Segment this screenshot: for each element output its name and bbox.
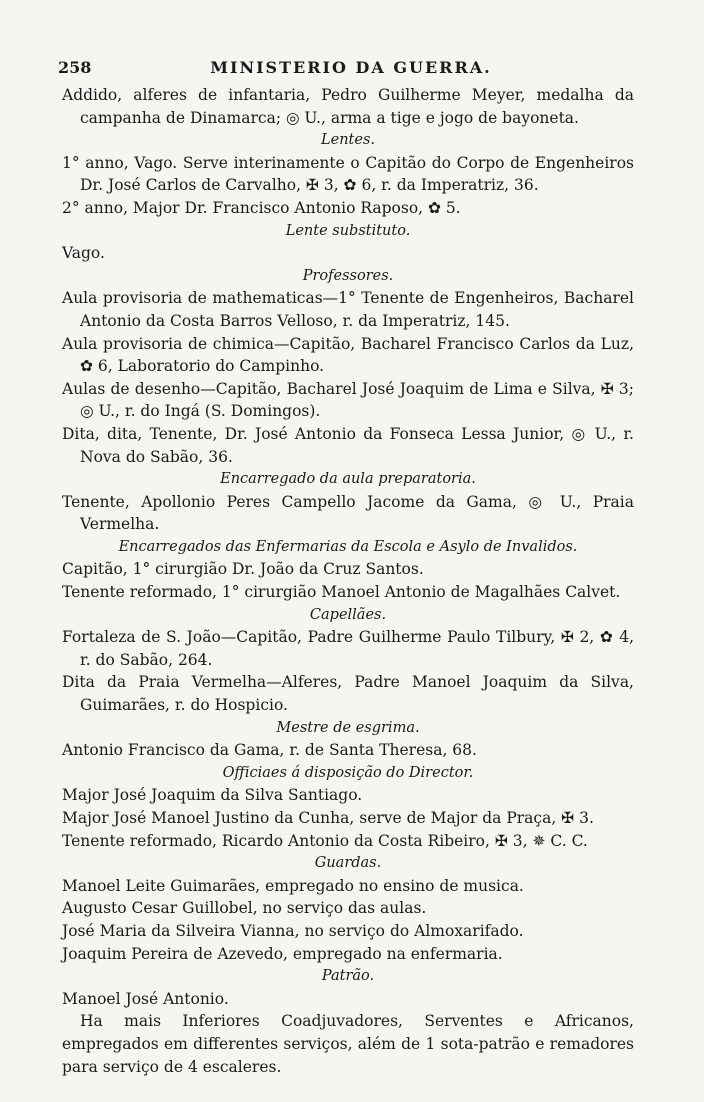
section-heading-professores: Professores. — [302, 267, 394, 284]
section-heading-officiaes: Officiaes á disposição do Director. — [222, 764, 474, 781]
entry-guarda-1: Manoel Leite Guimarães, empregado no ensino de musica. — [62, 876, 524, 895]
entry-professor-chimica: Aula provisoria de chimica—Capitão, Bacharel Francisco Carlos da Luz, ✿ 6, Laboratorio do Campinho. — [62, 334, 634, 376]
section-heading-esgrima: Mestre de esgrima. — [276, 719, 420, 736]
section-heading-lente-substituto: Lente substituto. — [285, 222, 411, 239]
entry-esgrima: Antonio Francisco da Gama, r. de Santa Theresa, 68. — [62, 741, 477, 760]
section-heading-capellaes: Capellães. — [309, 606, 387, 623]
entry-guarda-2: Augusto Cesar Guillobel, no serviço das aulas. — [62, 899, 427, 918]
entry-professor-mathematicas: Aula provisoria de mathematicas—1° Tenente de Engenheiros, Bacharel Antonio da Costa Barros Velloso, r. da Imperatriz, 145. — [62, 289, 634, 330]
entry-guarda-4: Joaquim Pereira de Azevedo, empregado na enfermaria. — [62, 944, 503, 963]
entry-capellao-2: Dita da Praia Vermelha—Alferes, Padre Manoel Joaquim da Silva, Guimarães, r. do Hospicio. — [62, 673, 634, 715]
entry-official-1: Major José Joaquim da Silva Santiago. — [62, 786, 363, 805]
section-heading-guardas: Guardas. — [314, 855, 382, 872]
section-heading-aula-preparatoria: Encarregado da aula preparatoria. — [220, 471, 476, 488]
running-title: MINISTERIO DA GUERRA. — [210, 58, 492, 77]
closing-paragraph: Ha mais Inferiores Coadjuvadores, Serventes e Africanos, empregados em differentes serviços, além de 1 sota-patrão e remadores para serviço de 4 escaleres. — [62, 1012, 634, 1076]
section-heading-patrao: Patrão. — [321, 968, 375, 985]
page-number: 258 — [58, 58, 92, 77]
entry-lente-1: 1° anno, Vago. Serve interinamente o Capitão do Corpo de Engenheiros Dr. José Carlos de Carvalho, ✠ 3, ✿ 6, r. da Imperatriz, 36. — [62, 153, 634, 195]
page-body — [62, 84, 634, 1078]
entry-capellao-1: Fortaleza de S. João—Capitão, Padre Guilherme Paulo Tilbury, ✠ 2, ✿ 4, r. do Sabão, 264. — [62, 628, 634, 669]
entry-guarda-3: José Maria da Silveira Vianna, no serviço do Almoxarifado. — [62, 921, 524, 940]
entry-enfermaria-1: Capitão, 1° cirurgião Dr. João da Cruz Santos. — [62, 560, 424, 579]
entry-addido: Addido, alferes de infantaria, Pedro Guilherme Meyer, medalha da campanha de Dinamarca; ◎ U., arma a tige e jogo de bayoneta. — [62, 86, 634, 127]
entry-lente-2: 2° anno, Major Dr. Francisco Antonio Raposo, ✿ 5. — [62, 198, 461, 217]
section-heading-lentes: Lentes. — [320, 132, 375, 149]
page-header — [58, 58, 644, 82]
section-heading-enfermarias: Encarregados das Enfermarias da Escola e Asylo de Invalidos. — [118, 538, 578, 555]
entry-aula-preparatoria: Tenente, Apollonio Peres Campello Jacome da Gama, ◎ U., Praia Vermelha. — [62, 492, 634, 534]
entry-professor-dita: Dita, dita, Tenente, Dr. José Antonio da Fonseca Lessa Junior, ◎ U., r. Nova do Sabão, 36. — [62, 424, 634, 466]
entry-official-2: Major José Manoel Justino da Cunha, serve de Major da Praça, ✠ 3. — [62, 809, 594, 827]
entry-official-3: Tenente reformado, Ricardo Antonio da Costa Ribeiro, ✠ 3, ✵ C. C. — [62, 831, 588, 850]
entry-patrao: Manoel José Antonio. — [62, 989, 229, 1008]
entry-professor-desenho: Aulas de desenho—Capitão, Bacharel José Joaquim de Lima e Silva, ✠ 3; ◎ U., r. do Ingá (S. Domingos). — [62, 379, 634, 421]
entry-vago: Vago. — [62, 244, 105, 263]
entry-enfermaria-2: Tenente reformado, 1° cirurgião Manoel Antonio de Magalhães Calvet. — [62, 583, 621, 602]
